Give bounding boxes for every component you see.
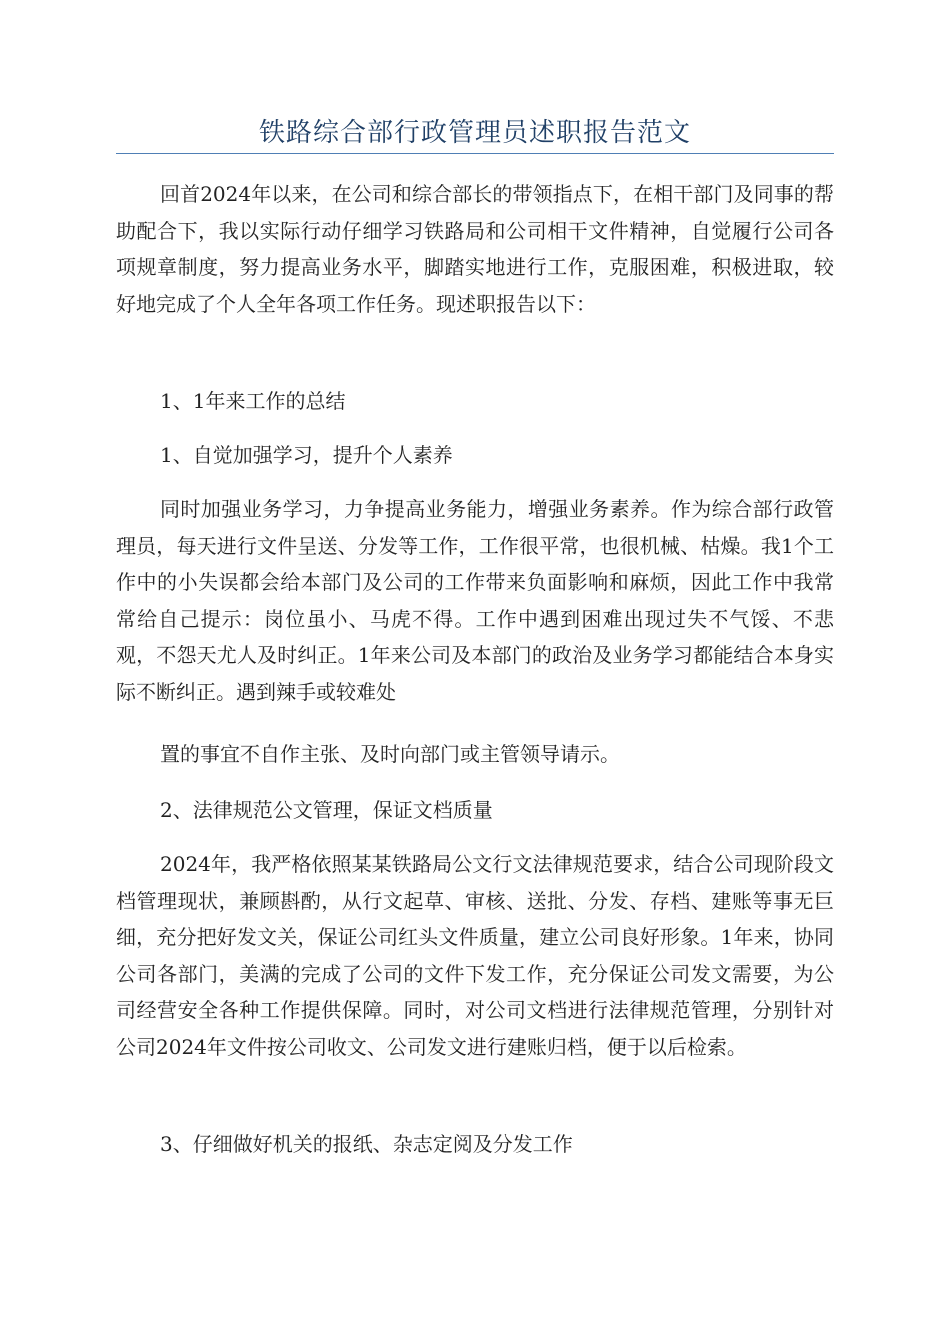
subsection-heading-study: 1、自觉加强学习，提升个人素养 bbox=[160, 443, 453, 467]
title-underline bbox=[116, 153, 834, 154]
document-title: 铁路综合部行政管理员述职报告范文 bbox=[258, 118, 691, 148]
subsection-heading-newspapers: 3、仔细做好机关的报纸、杂志定阅及分发工作 bbox=[160, 1132, 573, 1156]
paragraph-study: 同时加强业务学习，力争提高业务能力，增强业务素养。作为综合部行政管理员，每天进行文件呈送、分发等工作，工作很平常，也很机械、枯燥。我1个工作中的小失误都会给本部门及公司的工作带来负面影响和麻烦，因此工作中我常常给自己提示：岗位虽小、马虎不得。工作中遇到困难出现过失不气馁、不悲观，不怨天尤人及时纠正。1年来公司及本部门的政治及业务学习都能结合本身实际不断纠正。遇到辣手或较难处 bbox=[116, 497, 834, 704]
paragraph-study-continued: 置的事宜不自作主张、及时向部门或主管领导请示。 bbox=[160, 742, 620, 766]
subsection-heading-documents: 2、法律规范公文管理，保证文档质量 bbox=[160, 798, 493, 822]
paragraph-intro: 回首2024年以来，在公司和综合部长的带领指点下，在相干部门及同事的帮助配合下，我以实际行动仔细学习铁路局和公司相干文件精神，自觉履行公司各项规章制度，努力提高业务水平，脚踏实地进行工作，克服困难，积极进取，较好地完成了个人全年各项工作任务。现述职报告以下： bbox=[116, 182, 834, 316]
section-heading-summary: 1、1年来工作的总结 bbox=[160, 389, 346, 413]
paragraph-documents: 2024年，我严格依照某某铁路局公文行文法律规范要求，结合公司现阶段文档管理现状，兼顾斟酌，从行文起草、审核、送批、分发、存档、建账等事无巨细，充分把好发文关，保证公司红头文件质量，建立公司良好形象。1年来，协同公司各部门，美满的完成了公司的文件下发工作，充分保证公司发文需要，为公司经营安全各种工作提供保障。同时，对公司文档进行法律规范管理，分别针对公司2024年文件按公司收文、公司发文进行建账归档，便于以后检索。 bbox=[116, 852, 834, 1059]
